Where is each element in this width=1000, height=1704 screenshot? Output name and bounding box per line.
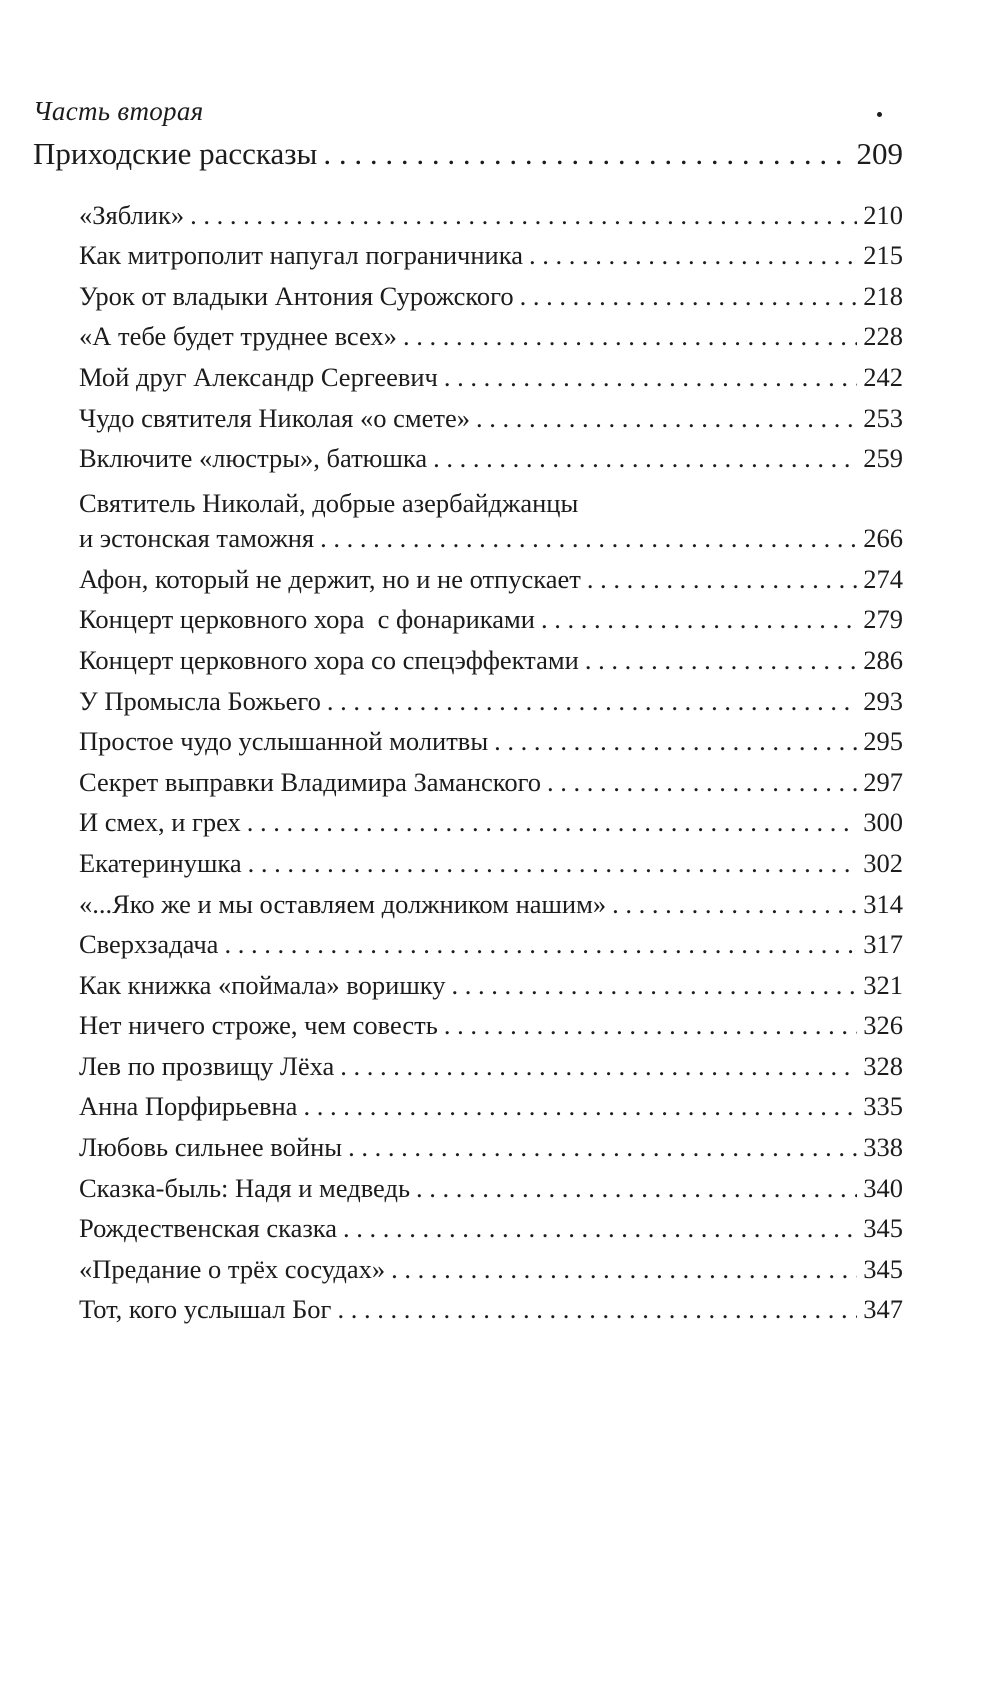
toc-entry[interactable] [79,1043,903,1084]
entry-title: Афон, который не держит, но и не отпускает [79,563,581,594]
toc-entry[interactable] [79,840,903,881]
entry-title: И смех, и грех [79,807,241,838]
toc-entry[interactable] [79,273,903,314]
toc-entry[interactable] [79,1165,903,1206]
dot-leader [451,967,857,1003]
dot-leader [348,1129,857,1165]
entry-title: Концерт церковного хора с фонариками [79,604,535,635]
entry-page-number: 328 [863,1050,903,1081]
dot-leader [444,359,857,395]
entry-title: «Зяблик» [79,199,185,230]
dot-leader [547,764,857,800]
entry-title: Сверхзадача [79,929,219,960]
entry-page-number: 279 [863,604,903,635]
entry-title: Сказка-быль: Надя и медведь [79,1172,411,1203]
dot-leader [541,601,857,637]
toc-list [79,192,903,1327]
part-label: Часть вторая [33,96,204,126]
toc-entry[interactable] [79,354,903,395]
entry-title: У Промысла Божьего [79,685,321,716]
entry-page-number: 321 [863,969,903,1000]
entry-title: Мой друг Александр Сергеевич [79,361,438,392]
toc-entry[interactable] [79,1206,903,1247]
toc-entry[interactable] [79,1246,903,1287]
entry-title: Секрет выправки Владимира Заманского [79,766,542,797]
toc-entry[interactable] [79,192,903,233]
dot-leader [320,520,857,556]
section-heading[interactable] [33,136,903,182]
entry-page-number: 297 [863,766,903,797]
entry-title: Любовь сильнее войны [79,1132,343,1163]
entry-title: Лев по прозвищу Лёха [79,1050,335,1081]
entry-title-continuation: и эстонская таможня [79,523,315,554]
dot-leader [343,1210,857,1246]
section-title: Приходские рассказы [33,136,318,171]
toc-entry[interactable] [79,922,903,963]
entry-title: Простое чудо услышанной молитвы [79,726,489,757]
entry-page-number: 345 [863,1213,903,1244]
entry-page-number: 215 [863,240,903,271]
entry-page-number: 210 [863,199,903,230]
entry-title: Концерт церковного хора со спецэффектами [79,644,579,675]
dot-leader [327,683,857,719]
entry-page-number: 345 [863,1253,903,1284]
dot-leader [612,886,857,922]
toc-entry[interactable] [79,759,903,800]
dot-leader [587,561,857,597]
entry-title: Чудо святителя Николая «о смете» [79,402,470,433]
entry-page-number: 340 [863,1172,903,1203]
entry-page-number: 302 [863,847,903,878]
section-page-number: 209 [856,136,903,171]
dot-leader [391,1251,857,1287]
entry-title: «Предание о трёх сосудах» [79,1253,386,1284]
toc-entry[interactable] [79,556,903,597]
entry-page-number: 259 [863,443,903,474]
toc-entry[interactable] [79,800,903,841]
entry-title: «...Яко же и мы оставляем должником нашим» [79,888,607,919]
entry-page-number: 218 [863,280,903,311]
toc-entry[interactable] [79,637,903,678]
entry-page-number: 242 [863,361,903,392]
dot-leader [403,318,857,354]
entry-page-number: 347 [863,1294,903,1325]
entry-page-number: 286 [863,644,903,675]
entry-title: Урок от владыки Антония Сурожского [79,280,514,311]
toc-entry[interactable] [79,314,903,355]
dot-leader [444,1007,857,1043]
entry-page-number: 228 [863,321,903,352]
dot-leader [337,1291,857,1327]
entry-title: Екатеринушка [79,847,242,878]
toc-entry[interactable] [79,233,903,274]
entry-title: Рождественская сказка [79,1213,338,1244]
entry-page-number: 274 [863,563,903,594]
entry-page-number: 300 [863,807,903,838]
toc-entry[interactable] [79,881,903,922]
entry-page-number: 338 [863,1132,903,1163]
entry-page-number: 326 [863,1010,903,1041]
dot-leader [190,197,857,233]
entry-page-number: 266 [863,523,903,554]
entry-page-number: 253 [863,402,903,433]
entry-title: «А тебе будет труднее всех» [79,321,397,352]
entry-title: Тот, кого услышал Бог [79,1294,332,1325]
entry-page-number: 293 [863,685,903,716]
dot-leader [520,278,858,314]
entry-page-number: 317 [863,929,903,960]
dot-leader [247,804,857,840]
toc-entry[interactable] [79,1124,903,1165]
toc-entry[interactable] [79,1084,903,1125]
dot-leader [476,400,857,436]
entry-title: Как книжка «поймала» воришку [79,969,446,1000]
toc-entry[interactable] [79,476,903,556]
dot-leader [416,1170,857,1206]
dot-leader [323,136,850,172]
toc-entry[interactable] [79,1287,903,1328]
entry-title: Как митрополит напугал пограничника [79,240,523,271]
entry-title: Святитель Николай, добрые азербайджанцы [79,488,579,519]
dot-leader [248,845,858,881]
entry-title-continuation-row [79,520,903,556]
dot-leader [494,723,857,759]
toc-entry[interactable] [79,395,903,436]
entry-page-number: 335 [863,1091,903,1122]
toc-entry[interactable] [79,962,903,1003]
toc-entry[interactable] [79,597,903,638]
dot-leader [340,1048,857,1084]
entry-page-number: 295 [863,726,903,757]
toc-entry[interactable] [79,436,903,477]
dot-leader [433,440,857,476]
toc-entry[interactable] [79,678,903,719]
entry-page-number: 314 [863,888,903,919]
entry-title: Анна Порфирьевна [79,1091,298,1122]
stray-dot [877,112,882,117]
toc-entry[interactable] [79,719,903,760]
dot-leader [529,237,857,273]
toc-entry[interactable] [79,1003,903,1044]
dot-leader [585,642,857,678]
dot-leader [303,1088,857,1124]
entry-title: Нет ничего строже, чем совесть [79,1010,438,1041]
entry-title: Включите «люстры», батюшка [79,443,428,474]
dot-leader [224,926,857,962]
